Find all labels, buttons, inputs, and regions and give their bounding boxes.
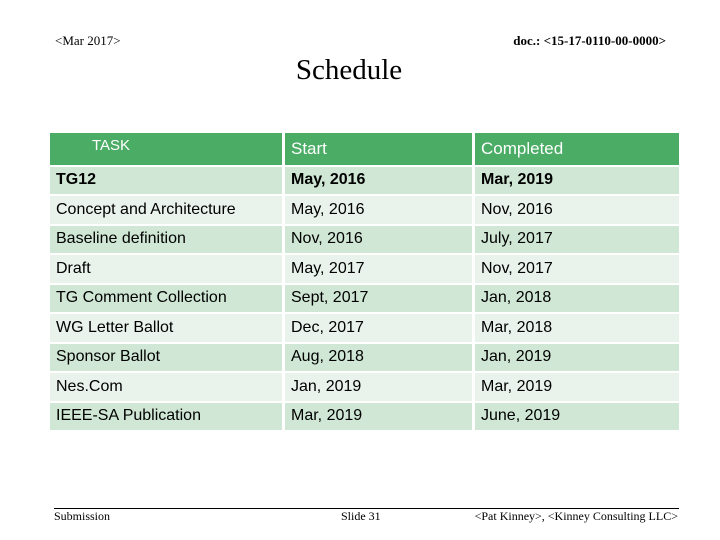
table-row (50, 403, 679, 431)
footer-slide-number: Slide 31 (341, 509, 381, 523)
table-header-row (50, 133, 679, 165)
table-row (50, 285, 679, 313)
start-cell: Sept, 2017 (285, 285, 472, 313)
completed-cell: Jan, 2018 (475, 285, 679, 313)
task-cell: TG12 (50, 167, 282, 195)
start-cell: Nov, 2016 (285, 226, 472, 254)
table-row (50, 344, 679, 372)
schedule-table (47, 131, 682, 432)
table-row (50, 373, 679, 401)
start-cell: May, 2017 (285, 255, 472, 283)
task-cell: Sponsor Ballot (50, 344, 282, 372)
task-cell: TG Comment Collection (50, 285, 282, 313)
start-cell: Aug, 2018 (285, 344, 472, 372)
completed-cell: Mar, 2018 (475, 314, 679, 342)
task-cell: Baseline definition (50, 226, 282, 254)
task-cell: Draft (50, 255, 282, 283)
completed-cell: Nov, 2016 (475, 196, 679, 224)
table-row (50, 167, 679, 195)
column-header-task: TASK (50, 133, 282, 165)
start-cell: May, 2016 (285, 167, 472, 195)
completed-cell: Mar, 2019 (475, 373, 679, 401)
column-header-start: Start (285, 133, 472, 165)
task-cell: IEEE-SA Publication (50, 403, 282, 431)
completed-cell: Nov, 2017 (475, 255, 679, 283)
slide-title: Schedule (295, 54, 403, 86)
start-cell: Dec, 2017 (285, 314, 472, 342)
start-cell: Mar, 2019 (285, 403, 472, 431)
completed-cell: Mar, 2019 (475, 167, 679, 195)
start-cell: May, 2016 (285, 196, 472, 224)
header-doc-id: doc.: <15-17-0110-00-0000> (513, 33, 666, 48)
table-row (50, 255, 679, 283)
footer-submission: Submission (54, 509, 111, 523)
table-row (50, 226, 679, 254)
footer-author: <Pat Kinney>, <Kinney Consulting LLC> (474, 509, 678, 523)
table-row (50, 314, 679, 342)
completed-cell: June, 2019 (475, 403, 679, 431)
column-header-completed: Completed (475, 133, 679, 165)
task-cell: WG Letter Ballot (50, 314, 282, 342)
task-cell: Nes.Com (50, 373, 282, 401)
task-cell: Concept and Architecture (50, 196, 282, 224)
start-cell: Jan, 2019 (285, 373, 472, 401)
header-date: <Mar 2017> (55, 33, 121, 48)
completed-cell: July, 2017 (475, 226, 679, 254)
completed-cell: Jan, 2019 (475, 344, 679, 372)
table-row (50, 196, 679, 224)
